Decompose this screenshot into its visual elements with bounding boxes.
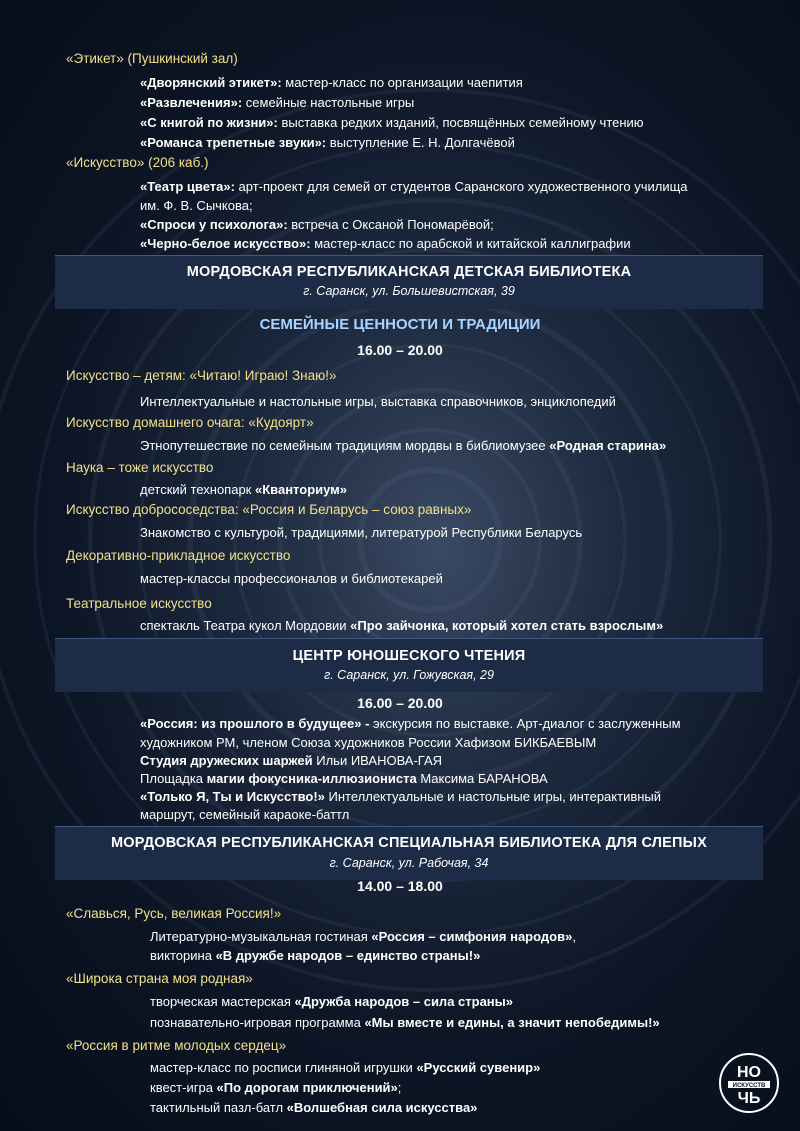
list-item: «Черно-белое искусство»: мастер-класс по арабской и китайской каллиграфии: [140, 236, 631, 251]
list-item: спектакль Театра кукол Мордовии «Про зайчонка, который хотел стать взрослым»: [140, 618, 664, 633]
list-item: «Романса трепетные звуки»: выступление Е. Н. Долгачёвой: [140, 135, 515, 150]
list-item: «Спроси у психолога»: встреча с Оксаной Пономарёвой;: [140, 217, 494, 232]
library-banner-blind: [55, 826, 763, 880]
category-label: Искусство – детям: «Читаю! Играю! Знаю!»: [66, 368, 337, 383]
list-item: маршрут, семейный караоке-баттл: [140, 807, 350, 822]
time-range: 16.00 – 20.00: [357, 342, 443, 358]
list-item: Интеллектуальные и настольные игры, выставка справочников, энциклопедий: [140, 394, 616, 409]
svg-text:ИСКУССТВ: ИСКУССТВ: [732, 1083, 766, 1089]
library-banner-children: [55, 255, 763, 309]
category-label: Искусство домашнего очага: «Кудоярт»: [66, 415, 314, 430]
time-range: 16.00 – 20.00: [357, 695, 443, 711]
category-label: Театральное искусство: [66, 596, 212, 611]
library-address: г. Саранск, ул. Большевистская, 39: [303, 284, 515, 298]
list-item: «Дворянский этикет»: мастер-класс по организации чаепития: [140, 75, 523, 90]
noch-iskusstv-logo: [718, 1052, 780, 1114]
time-range: 14.00 – 18.00: [357, 878, 443, 894]
list-item: «Россия: из прошлого в будущее» - экскурсия по выставке. Арт-диалог с заслуженным: [140, 716, 681, 731]
list-item: им. Ф. В. Сычкова;: [140, 198, 253, 213]
list-item: Литературно-музыкальная гостиная «Россия – симфония народов»,: [150, 929, 576, 944]
list-item: «Театр цвета»: арт-проект для семей от студентов Саранского художественного училища: [140, 179, 688, 194]
list-item: мастер-классы профессионалов и библиотекарей: [140, 571, 443, 586]
list-item: Этнопутешествие по семейным традициям мордвы в библиомузее «Родная старина»: [140, 438, 667, 453]
list-item: Студия дружеских шаржей Ильи ИВАНОВА-ГАЯ: [140, 753, 443, 768]
list-item: викторина «В дружбе народов – единство страны!»: [150, 948, 481, 963]
library-title: ЦЕНТР ЮНОШЕСКОГО ЧТЕНИЯ: [292, 648, 526, 664]
list-item: квест-игра «По дорогам приключений»;: [150, 1080, 402, 1095]
library-banner-youth: [55, 638, 763, 692]
list-item: мастер-класс по росписи глиняной игрушки «Русский сувенир»: [150, 1060, 541, 1075]
library-address: г. Саранск, ул. Гожувская, 29: [324, 668, 494, 682]
library-address: г. Саранск, ул. Рабочая, 34: [329, 856, 489, 870]
section-title: СЕМЕЙНЫЕ ЦЕННОСТИ И ТРАДИЦИИ: [259, 316, 541, 333]
list-item: творческая мастерская «Дружба народов – сила страны»: [150, 994, 513, 1009]
category-iskusstvo: «Искусство» (206 каб.): [66, 155, 209, 170]
category-label: Декоративно-прикладное искусство: [66, 548, 291, 563]
list-item: Площадка магии фокусника-иллюзиониста Максима БАРАНОВА: [140, 771, 548, 786]
category-label: «Широка страна моя родная»: [66, 971, 253, 986]
list-item: «Развлечения»: семейные настольные игры: [140, 95, 415, 110]
category-label: «Славься, Русь, великая Россия!»: [66, 906, 282, 921]
list-item: познавательно-игровая программа «Мы вместе и едины, а значит непобедимы!»: [150, 1015, 660, 1030]
list-item: Знакомство с культурой, традициями, литературой Республики Беларусь: [140, 525, 583, 540]
list-item: «С книгой по жизни»: выставка редких изданий, посвящённых семейному чтению: [140, 115, 644, 130]
category-etiket: «Этикет» (Пушкинский зал): [66, 51, 238, 66]
category-label: Искусство добрососедства: «Россия и Беларусь – союз равных»: [66, 502, 472, 517]
svg-text:ЧЬ: ЧЬ: [737, 1090, 761, 1107]
library-title: МОРДОВСКАЯ РЕСПУБЛИКАНСКАЯ СПЕЦИАЛЬНАЯ БИБЛИОТЕКА ДЛЯ СЛЕПЫХ: [111, 835, 707, 851]
list-item: «Только Я, Ты и Искусство!» Интеллектуальные и настольные игры, интерактивный: [140, 789, 662, 804]
list-item: художником РМ, членом Союза художников России Хафизом БИКБАЕВЫМ: [140, 735, 597, 750]
svg-text:НО: НО: [737, 1064, 761, 1081]
list-item: тактильный пазл-батл «Волшебная сила искусства»: [150, 1100, 478, 1115]
list-item: детский технопарк «Кванториум»: [140, 482, 348, 497]
category-label: «Россия в ритме молодых сердец»: [66, 1038, 287, 1053]
category-label: Наука – тоже искусство: [66, 460, 214, 475]
library-title: МОРДОВСКАЯ РЕСПУБЛИКАНСКАЯ ДЕТСКАЯ БИБЛИОТЕКА: [186, 264, 632, 280]
